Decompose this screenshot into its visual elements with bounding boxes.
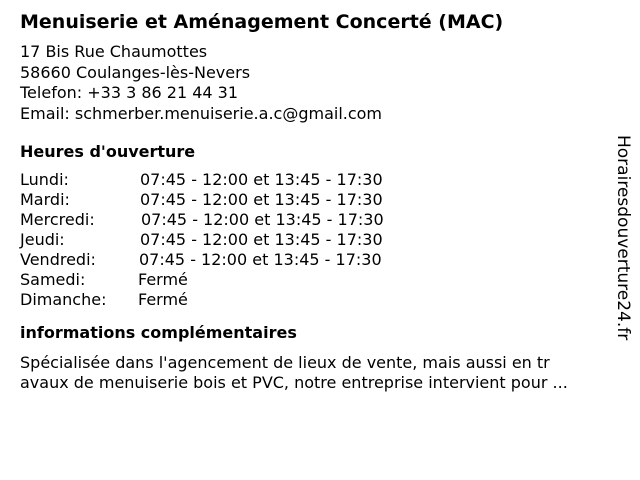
hours-row-monday — [20, 170, 610, 190]
day-label: Vendredi: — [20, 250, 96, 269]
hours-heading: Heures d'ouverture — [20, 142, 196, 161]
description-line: Spécialisée dans l'agencement de lieux de vente, mais aussi en tr — [20, 353, 550, 372]
city-address: 58660 Coulanges-lès-Nevers — [20, 62, 251, 82]
info-heading: informations complémentaires — [20, 323, 297, 342]
time-value: 07:45 - 12:00 et 13:45 - 17:30 — [139, 250, 382, 269]
hours-row-saturday — [20, 270, 610, 290]
site-watermark: Horairesdouverture24.fr — [613, 135, 633, 341]
time-value: Fermé — [138, 270, 188, 289]
day-label: Jeudi: — [20, 230, 65, 249]
day-label: Mercredi: — [20, 210, 95, 229]
day-label: Samedi: — [20, 270, 86, 289]
business-info — [20, 10, 610, 393]
time-value: 07:45 - 12:00 et 13:45 - 17:30 — [140, 190, 383, 209]
hours-row-thursday — [20, 230, 610, 250]
description-line: avaux de menuiserie bois et PVC, notre entreprise intervient pour ... — [20, 373, 568, 392]
time-value: 07:45 - 12:00 et 13:45 - 17:30 — [140, 230, 383, 249]
phone-number: Telefon: +33 3 86 21 44 31 — [20, 83, 239, 102]
hours-row-friday — [20, 250, 610, 270]
time-value: 07:45 - 12:00 et 13:45 - 17:30 — [141, 210, 384, 229]
hours-table — [20, 170, 610, 310]
hours-row-tuesday — [20, 190, 610, 210]
business-name: Menuiserie et Aménagement Concerté (MAC) — [20, 11, 504, 33]
day-label: Dimanche: — [20, 290, 107, 309]
hours-row-wednesday — [20, 210, 610, 230]
day-label: Lundi: — [20, 170, 69, 189]
info-description — [20, 353, 610, 393]
day-label: Mardi: — [20, 190, 70, 209]
street-address: 17 Bis Rue Chaumottes — [20, 42, 208, 61]
email-address: Email: schmerber.menuiserie.a.c@gmail.com — [20, 103, 383, 123]
hours-row-sunday — [20, 290, 610, 310]
time-value: 07:45 - 12:00 et 13:45 - 17:30 — [140, 170, 383, 189]
time-value: Fermé — [138, 290, 188, 309]
